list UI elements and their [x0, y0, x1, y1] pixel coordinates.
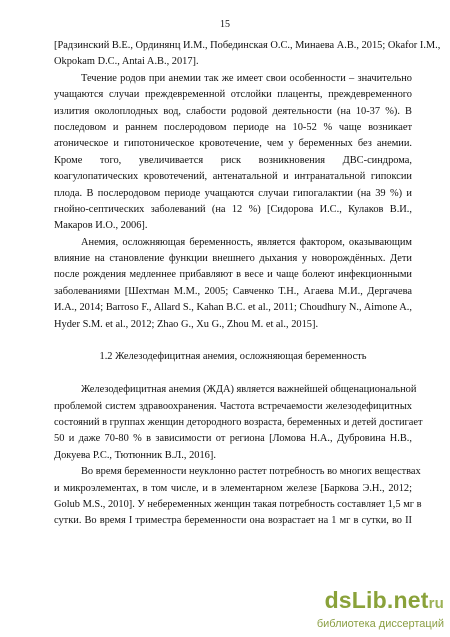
text-line: Okpokam D.C., Antai A.B., 2017]. — [54, 56, 199, 68]
text-line: Течение родов при анемии так же имеет свои особенности – значительно — [81, 72, 412, 84]
paragraph-block-2 — [54, 382, 423, 530]
watermark-logo-main: dsLib.net — [324, 587, 429, 613]
page-number: 15 — [220, 19, 230, 30]
text-line: Кроме того, увеличивается риск возникновения ДВС-синдрома, — [54, 154, 412, 166]
text-line: Докуева Р.С., Тютюнник В.Л., 2016]. — [54, 449, 216, 461]
text-line: плода. В послеродовом периоде учащаются случаи гипогалактии (на 39 %) и — [54, 187, 412, 199]
text-line: Анемия, осложняющая беременность, является фактором, оказывающим — [81, 236, 412, 248]
text-line: Железодефицитная анемия (ЖДА) является важнейшей общенациональной — [81, 384, 417, 396]
text-line: излития околоплодных вод, слабости родовой деятельности (на 10-37 %). В — [54, 105, 412, 117]
text-line: [Радзинский В.Е., Ординянц И.М., Побединская О.С., Минаева А.В., 2015; Okafor I.M., — [54, 40, 441, 51]
text-line: коагулопатических кровотечений, антенатальной и интранатальной гипоксии — [54, 171, 412, 183]
text-line: и микроэлементах, в том числе, и в элементарном железе [Баркова Э.Н., 2012; — [54, 482, 412, 494]
watermark-logo-suffix: ru — [428, 595, 444, 612]
text-line: влияние на становление функции внешнего дыхания у новорождённых. Дети — [54, 253, 412, 265]
text-line: учащаются случаи преждевременной отслойки плаценты, преждевременного — [54, 89, 412, 101]
text-line: заболеваниями [Шехтман М.М., 2005; Савченко Т.Н., Агаева М.И., Дергачева — [54, 285, 412, 297]
watermark-subtitle: библиотека диссертаций — [316, 618, 444, 630]
text-line: Golub M.S., 2010]. У небеременных женщин такая потребность составляет 1,5 мг в — [54, 498, 422, 510]
text-line: проблемой систем здравоохранения. Частота встречаемости железодефицитных — [54, 400, 412, 412]
text-line: атоническое и гипотоническое кровотечение, чем у беременных без анемии. — [54, 138, 412, 150]
text-line: И.А., 2014; Barroso F., Allard S., Kahan B.C. et al., 2011; Choudhury N., Aimone A., — [54, 302, 412, 314]
paragraph-block-1 — [54, 38, 441, 333]
text-line: гнойно-септических заболеваний (на 12 %) [Сидорова И.С., Кулаков В.И., — [54, 203, 412, 215]
text-line: Hyder S.M. et al., 2012; Zhao G., Xu G., Zhou M. et al., 2015]. — [54, 318, 319, 330]
text-line: после рождения медленнее прибавляют в весе и чаще болеют инфекционными — [54, 269, 412, 281]
text-line: 50 и даже 70-80 % в зависимости от региона [Ломова Н.А., Дубровина Н.В., — [54, 433, 412, 445]
text-line: сутки. Во время I триместра беременности она возрастает на 1 мг в сутки, во II — [54, 515, 412, 527]
text-line: Во время беременности неуклонно растет потребность во многих веществах — [81, 466, 421, 478]
text-line: Макаров И.О., 2006]. — [54, 220, 148, 232]
document-body — [54, 38, 441, 530]
watermark-logo — [294, 587, 444, 617]
section-heading: 1.2 Железодефицитная анемия, осложняющая беременность — [99, 351, 367, 363]
text-line: последовом и раннем послеродовом периоде на 10-52 % чаще возникает — [54, 121, 412, 133]
dslib-watermark — [294, 587, 444, 633]
text-line: состояний в группах женщин детородного возраста, беременных и детей достигает — [54, 416, 423, 428]
